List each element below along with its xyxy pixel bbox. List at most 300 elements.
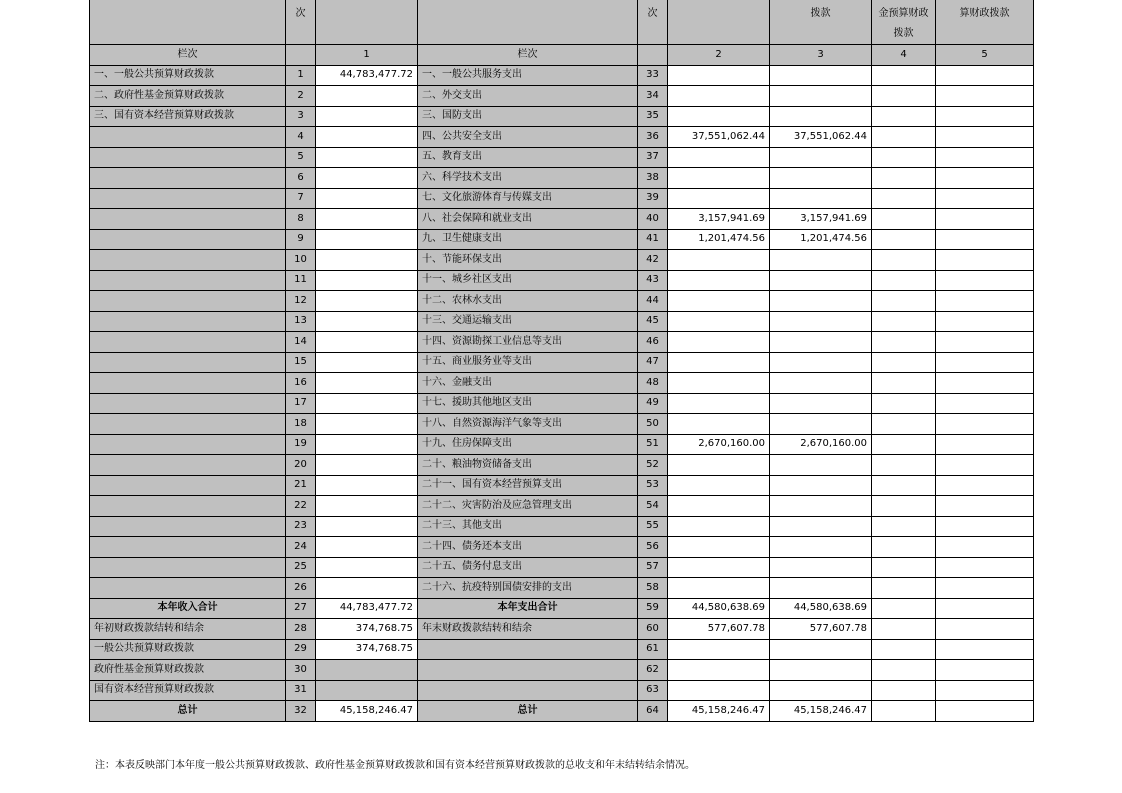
income-amount	[316, 660, 418, 681]
table-row	[90, 106, 1034, 127]
expense-total-amount: 2,670,160.00	[668, 434, 770, 455]
expense-line-number: 45	[638, 311, 668, 332]
state-capital-amount	[936, 147, 1034, 168]
income-item-name: 三、国有资本经营预算财政拨款	[90, 106, 286, 127]
state-capital-amount	[936, 168, 1034, 189]
general-budget-amount: 577,607.78	[770, 619, 872, 640]
income-line-number: 6	[286, 168, 316, 189]
gov-fund-amount	[872, 537, 936, 558]
expense-line-number: 49	[638, 393, 668, 414]
general-budget-amount: 37,551,062.44	[770, 127, 872, 148]
income-amount	[316, 86, 418, 107]
state-capital-amount	[936, 311, 1034, 332]
income-item-name: 一、一般公共预算财政拨款	[90, 65, 286, 86]
general-budget-amount	[770, 168, 872, 189]
table-row	[90, 516, 1034, 537]
expense-item-name	[418, 639, 638, 660]
expense-item-name: 十八、自然资源海洋气象等支出	[418, 414, 638, 435]
income-line-number: 3	[286, 106, 316, 127]
state-capital-amount	[936, 188, 1034, 209]
expense-total-amount	[668, 455, 770, 476]
income-item-name: 政府性基金预算财政拨款	[90, 660, 286, 681]
state-capital-amount	[936, 270, 1034, 291]
income-amount	[316, 557, 418, 578]
header-top-cell: 算财政拨款	[936, 0, 1034, 45]
expense-line-number: 38	[638, 168, 668, 189]
income-item-name	[90, 557, 286, 578]
expense-item-name	[418, 660, 638, 681]
table-row	[90, 373, 1034, 394]
column-number-5: 5	[936, 45, 1034, 66]
income-amount	[316, 516, 418, 537]
expense-total-amount	[668, 65, 770, 86]
state-capital-amount	[936, 373, 1034, 394]
expense-item-name: 五、教育支出	[418, 147, 638, 168]
column-number-2: 2	[668, 45, 770, 66]
state-capital-amount	[936, 537, 1034, 558]
state-capital-amount	[936, 229, 1034, 250]
general-budget-amount	[770, 65, 872, 86]
expense-item-name: 六、科学技术支出	[418, 168, 638, 189]
gov-fund-amount	[872, 250, 936, 271]
table-row	[90, 352, 1034, 373]
income-line-number: 29	[286, 639, 316, 660]
expense-item-name: 二十一、国有资本经营预算支出	[418, 475, 638, 496]
expense-total-amount: 577,607.78	[668, 619, 770, 640]
table-row	[90, 434, 1034, 455]
income-line-number: 14	[286, 332, 316, 353]
table-row	[90, 250, 1034, 271]
general-budget-amount	[770, 373, 872, 394]
expense-total-amount	[668, 578, 770, 599]
income-item-name	[90, 229, 286, 250]
general-budget-amount	[770, 578, 872, 599]
general-budget-amount	[770, 188, 872, 209]
income-line-number: 18	[286, 414, 316, 435]
expense-item-name: 十四、资源勘探工业信息等支出	[418, 332, 638, 353]
gov-fund-amount	[872, 188, 936, 209]
income-item-name: 本年收入合计	[90, 598, 286, 619]
income-line-number: 12	[286, 291, 316, 312]
year-total-row	[90, 598, 1034, 619]
income-item-name	[90, 393, 286, 414]
income-line-number: 31	[286, 680, 316, 701]
table-row	[90, 414, 1034, 435]
gov-fund-amount	[872, 639, 936, 660]
table-row	[90, 65, 1034, 86]
gov-fund-amount	[872, 209, 936, 230]
income-item-name	[90, 127, 286, 148]
gov-fund-amount	[872, 434, 936, 455]
state-capital-amount	[936, 65, 1034, 86]
table-row	[90, 578, 1034, 599]
income-amount	[316, 680, 418, 701]
income-line-number: 22	[286, 496, 316, 517]
income-amount	[316, 291, 418, 312]
expense-item-name: 二十二、灾害防治及应急管理支出	[418, 496, 638, 517]
income-amount	[316, 393, 418, 414]
table-row	[90, 291, 1034, 312]
income-item-name: 二、政府性基金预算财政拨款	[90, 86, 286, 107]
income-amount	[316, 250, 418, 271]
state-capital-amount	[936, 291, 1034, 312]
income-amount	[316, 537, 418, 558]
expense-line-number: 47	[638, 352, 668, 373]
gov-fund-amount	[872, 496, 936, 517]
state-capital-amount	[936, 557, 1034, 578]
table-row	[90, 229, 1034, 250]
income-item-name	[90, 537, 286, 558]
expense-line-number: 34	[638, 86, 668, 107]
income-line-number: 21	[286, 475, 316, 496]
table-row	[90, 147, 1034, 168]
income-line-number: 23	[286, 516, 316, 537]
income-item-name: 总计	[90, 701, 286, 722]
table-row	[90, 332, 1034, 353]
gov-fund-amount	[872, 516, 936, 537]
gov-fund-amount	[872, 598, 936, 619]
header-top-cell	[90, 0, 286, 45]
income-line-number: 7	[286, 188, 316, 209]
expense-line-number: 56	[638, 537, 668, 558]
expense-total-amount: 3,157,941.69	[668, 209, 770, 230]
header-top-cell: 次	[286, 0, 316, 45]
expense-total-amount	[668, 537, 770, 558]
income-item-name	[90, 373, 286, 394]
expense-item-name: 三、国防支出	[418, 106, 638, 127]
expense-total-amount: 45,158,246.47	[668, 701, 770, 722]
column-number-3: 3	[770, 45, 872, 66]
expense-item-name: 四、公共安全支出	[418, 127, 638, 148]
expense-total-amount	[668, 660, 770, 681]
income-item-name: 国有资本经营预算财政拨款	[90, 680, 286, 701]
general-budget-amount	[770, 537, 872, 558]
income-item-name	[90, 352, 286, 373]
expense-total-amount: 1,201,474.56	[668, 229, 770, 250]
general-budget-amount	[770, 455, 872, 476]
grand-total-row	[90, 701, 1034, 722]
income-item-name	[90, 455, 286, 476]
header-top-cell: 拨款	[770, 0, 872, 45]
general-budget-amount	[770, 147, 872, 168]
expense-item-name: 年末财政拨款结转和结余	[418, 619, 638, 640]
expense-item-name: 二十五、债务付息支出	[418, 557, 638, 578]
expense-item-name: 九、卫生健康支出	[418, 229, 638, 250]
general-budget-amount	[770, 291, 872, 312]
expense-line-number: 64	[638, 701, 668, 722]
expense-total-amount: 44,580,638.69	[668, 598, 770, 619]
expense-line-number: 59	[638, 598, 668, 619]
table-row	[90, 557, 1034, 578]
expense-total-amount	[668, 270, 770, 291]
income-item-name	[90, 311, 286, 332]
income-amount	[316, 455, 418, 476]
header-row-columns	[90, 45, 1034, 66]
header-top-cell: 金预算财政拨款	[872, 0, 936, 45]
expense-total-amount	[668, 291, 770, 312]
expense-item-name: 八、社会保障和就业支出	[418, 209, 638, 230]
gov-fund-amount	[872, 229, 936, 250]
income-item-name	[90, 188, 286, 209]
state-capital-amount	[936, 660, 1034, 681]
carryover-sub-row	[90, 680, 1034, 701]
expense-item-name: 总计	[418, 701, 638, 722]
state-capital-amount	[936, 475, 1034, 496]
income-amount: 44,783,477.72	[316, 65, 418, 86]
gov-fund-amount	[872, 147, 936, 168]
income-amount	[316, 168, 418, 189]
income-item-name	[90, 209, 286, 230]
table-row	[90, 188, 1034, 209]
header-top-cell	[316, 0, 418, 45]
income-line-number: 2	[286, 86, 316, 107]
column-number-1: 1	[316, 45, 418, 66]
expense-item-name: 十、节能环保支出	[418, 250, 638, 271]
state-capital-amount	[936, 434, 1034, 455]
header-top-cell	[668, 0, 770, 45]
expense-item-name: 二十、粮油物资储备支出	[418, 455, 638, 476]
gov-fund-amount	[872, 127, 936, 148]
expense-line-number: 33	[638, 65, 668, 86]
expense-total-amount	[668, 393, 770, 414]
general-budget-amount	[770, 660, 872, 681]
expense-line-number: 58	[638, 578, 668, 599]
table-row	[90, 475, 1034, 496]
expense-total-amount	[668, 106, 770, 127]
gov-fund-amount	[872, 393, 936, 414]
general-budget-amount	[770, 516, 872, 537]
income-item-name	[90, 168, 286, 189]
gov-fund-amount	[872, 680, 936, 701]
expense-item-name: 十六、金融支出	[418, 373, 638, 394]
general-budget-amount: 2,670,160.00	[770, 434, 872, 455]
general-budget-amount: 1,201,474.56	[770, 229, 872, 250]
general-budget-amount	[770, 496, 872, 517]
column-number-4: 4	[872, 45, 936, 66]
general-budget-amount	[770, 414, 872, 435]
expense-line-number: 46	[638, 332, 668, 353]
expense-total-amount	[668, 147, 770, 168]
income-line-number: 26	[286, 578, 316, 599]
expense-line-number: 63	[638, 680, 668, 701]
state-capital-amount	[936, 393, 1034, 414]
expense-item-name: 二、外交支出	[418, 86, 638, 107]
expense-total-amount	[668, 373, 770, 394]
expense-total-amount	[668, 352, 770, 373]
income-item-name	[90, 147, 286, 168]
income-line-number: 15	[286, 352, 316, 373]
income-item-name	[90, 414, 286, 435]
income-line-number: 16	[286, 373, 316, 394]
expense-total-amount	[668, 86, 770, 107]
state-capital-amount	[936, 209, 1034, 230]
expense-line-number: 43	[638, 270, 668, 291]
income-line-number: 10	[286, 250, 316, 271]
income-line-number: 24	[286, 537, 316, 558]
table-row	[90, 209, 1034, 230]
expense-total-amount	[668, 332, 770, 353]
income-item-name	[90, 332, 286, 353]
expense-line-number: 42	[638, 250, 668, 271]
income-item-name	[90, 291, 286, 312]
gov-fund-amount	[872, 168, 936, 189]
income-amount	[316, 578, 418, 599]
table-row	[90, 496, 1034, 517]
gov-fund-amount	[872, 270, 936, 291]
income-item-name	[90, 250, 286, 271]
gov-fund-amount	[872, 578, 936, 599]
expense-total-amount	[668, 639, 770, 660]
general-budget-amount	[770, 311, 872, 332]
expense-item-name: 七、文化旅游体育与传媒支出	[418, 188, 638, 209]
gov-fund-amount	[872, 455, 936, 476]
expense-total-amount	[668, 250, 770, 271]
gov-fund-amount	[872, 660, 936, 681]
income-amount	[316, 332, 418, 353]
income-amount: 374,768.75	[316, 619, 418, 640]
state-capital-amount	[936, 619, 1034, 640]
general-budget-amount: 3,157,941.69	[770, 209, 872, 230]
expense-total-amount	[668, 414, 770, 435]
table-row	[90, 86, 1034, 107]
expense-line-number: 48	[638, 373, 668, 394]
income-line-number: 5	[286, 147, 316, 168]
expense-line-number: 40	[638, 209, 668, 230]
general-budget-amount	[770, 680, 872, 701]
income-amount	[316, 496, 418, 517]
state-capital-amount	[936, 106, 1034, 127]
expense-line-number: 50	[638, 414, 668, 435]
general-budget-amount	[770, 106, 872, 127]
gov-fund-amount	[872, 475, 936, 496]
carryover-row	[90, 619, 1034, 640]
income-amount	[316, 127, 418, 148]
general-budget-amount	[770, 250, 872, 271]
header-row-top	[90, 0, 1034, 45]
column-number-blank	[638, 45, 668, 66]
state-capital-amount	[936, 578, 1034, 599]
expense-item-name: 十七、援助其他地区支出	[418, 393, 638, 414]
general-budget-amount	[770, 557, 872, 578]
income-line-number: 13	[286, 311, 316, 332]
state-capital-amount	[936, 516, 1034, 537]
gov-fund-amount	[872, 106, 936, 127]
column-number-blank	[286, 45, 316, 66]
expense-line-number: 53	[638, 475, 668, 496]
income-item-name	[90, 475, 286, 496]
income-line-number: 8	[286, 209, 316, 230]
income-line-number: 32	[286, 701, 316, 722]
gov-fund-amount	[872, 414, 936, 435]
expense-line-number: 57	[638, 557, 668, 578]
expense-item-name: 本年支出合计	[418, 598, 638, 619]
fiscal-appropriation-table	[89, 0, 1034, 722]
income-line-number: 4	[286, 127, 316, 148]
income-item-name	[90, 516, 286, 537]
expense-line-number: 62	[638, 660, 668, 681]
expense-line-number: 44	[638, 291, 668, 312]
expense-total-amount	[668, 557, 770, 578]
header-top-cell	[418, 0, 638, 45]
income-amount	[316, 475, 418, 496]
gov-fund-amount	[872, 557, 936, 578]
income-amount	[316, 352, 418, 373]
table-row	[90, 537, 1034, 558]
expense-item-name: 二十三、其他支出	[418, 516, 638, 537]
income-amount	[316, 209, 418, 230]
general-budget-amount	[770, 86, 872, 107]
expense-total-amount	[668, 516, 770, 537]
income-item-name	[90, 434, 286, 455]
gov-fund-amount	[872, 86, 936, 107]
expense-total-amount	[668, 168, 770, 189]
expense-total-amount	[668, 311, 770, 332]
general-budget-amount	[770, 332, 872, 353]
income-amount	[316, 311, 418, 332]
state-capital-amount	[936, 332, 1034, 353]
income-amount	[316, 414, 418, 435]
column-label-right: 栏次	[418, 45, 638, 66]
gov-fund-amount	[872, 619, 936, 640]
carryover-sub-row	[90, 660, 1034, 681]
table-row	[90, 311, 1034, 332]
income-line-number: 27	[286, 598, 316, 619]
expense-item-name: 十九、住房保障支出	[418, 434, 638, 455]
gov-fund-amount	[872, 311, 936, 332]
general-budget-amount	[770, 352, 872, 373]
expense-line-number: 39	[638, 188, 668, 209]
expense-item-name	[418, 680, 638, 701]
expense-total-amount	[668, 496, 770, 517]
expense-total-amount: 37,551,062.44	[668, 127, 770, 148]
table-row	[90, 393, 1034, 414]
column-label-left: 栏次	[90, 45, 286, 66]
income-amount: 374,768.75	[316, 639, 418, 660]
income-amount	[316, 434, 418, 455]
table-row	[90, 168, 1034, 189]
expense-line-number: 36	[638, 127, 668, 148]
gov-fund-amount	[872, 291, 936, 312]
header-top-cell: 次	[638, 0, 668, 45]
income-item-name: 一般公共预算财政拨款	[90, 639, 286, 660]
income-line-number: 17	[286, 393, 316, 414]
income-amount	[316, 229, 418, 250]
state-capital-amount	[936, 127, 1034, 148]
income-line-number: 19	[286, 434, 316, 455]
expense-line-number: 61	[638, 639, 668, 660]
state-capital-amount	[936, 86, 1034, 107]
income-amount: 45,158,246.47	[316, 701, 418, 722]
expense-line-number: 60	[638, 619, 668, 640]
expense-line-number: 37	[638, 147, 668, 168]
state-capital-amount	[936, 598, 1034, 619]
income-amount	[316, 106, 418, 127]
expense-item-name: 十一、城乡社区支出	[418, 270, 638, 291]
income-amount	[316, 188, 418, 209]
expense-item-name: 一、一般公共服务支出	[418, 65, 638, 86]
income-line-number: 20	[286, 455, 316, 476]
gov-fund-amount	[872, 701, 936, 722]
table-footnote: 注：本表反映部门本年度一般公共预算财政拨款、政府性基金预算财政拨款和国有资本经营预算财政拨款的总收支和年末结转结余情况。	[95, 760, 695, 771]
general-budget-amount	[770, 639, 872, 660]
expense-line-number: 54	[638, 496, 668, 517]
gov-fund-amount	[872, 65, 936, 86]
income-item-name: 年初财政拨款结转和结余	[90, 619, 286, 640]
general-budget-amount	[770, 270, 872, 291]
expense-item-name: 十三、交通运输支出	[418, 311, 638, 332]
income-item-name	[90, 578, 286, 599]
expense-line-number: 55	[638, 516, 668, 537]
